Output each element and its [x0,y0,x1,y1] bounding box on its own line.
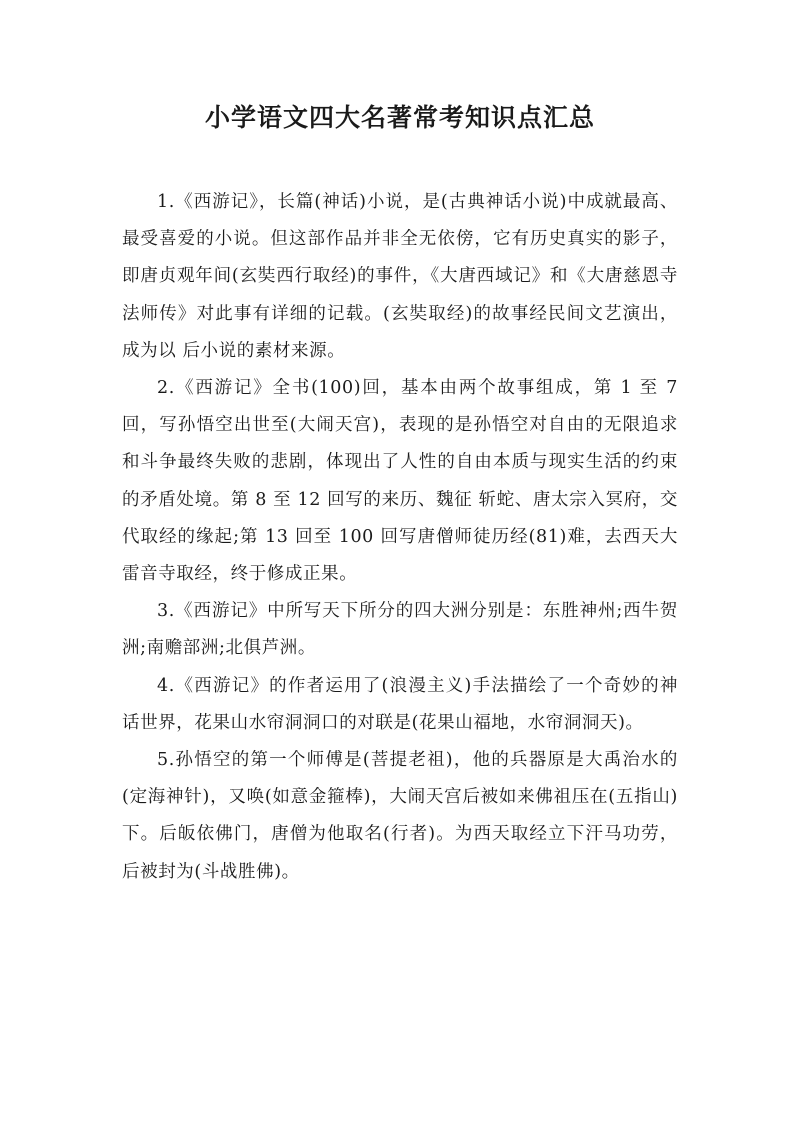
paragraph-4: 4.《西游记》的作者运用了(浪漫主义)手法描绘了一个奇妙的神话世界，花果山水帘洞洞口的对联是(花果山福地，水帘洞洞天)。 [122,675,678,733]
paragraph-2: 2.《西游记》全书(100)回，基本由两个故事组成，第 1 至 7 回，写孙悟空出世至(大闹天宫)，表现的是孙悟空对自由的无限追求和斗争最终失败的悲剧，体现出了人性的自由本质与现实生活的约束的矛盾处境。第 8 至 12 回写的来历、魏征 斩蛇、唐太宗入冥府，交代取经的缘起;第 13 回至 100 回写唐僧师徒历经(81)难，去西天大雷音寺取经，终于修成正果。 [122,378,678,585]
page-title: 小学语文四大名著常考知识点汇总 [204,103,595,132]
paragraph-3: 3.《西游记》中所写天下所分的四大洲分别是：东胜神州;西牛贺洲;南赡部洲;北俱芦洲。 [122,601,678,659]
document-body [122,184,678,891]
paragraph-5: 5.孙悟空的第一个师傅是(菩提老祖)，他的兵器原是大禹治水的(定海神针)，又唤(如意金箍棒)，大闹天宫后被如来佛祖压在(五指山)下。后皈依佛门，唐僧为他取名(行者)。为西天取经立下汗马功劳，后被封为(斗战胜佛)。 [122,750,678,882]
paragraph-1: 1.《西游记》，长篇(神话)小说，是(古典神话小说)中成就最高、最受喜爱的小说。但这部作品并非全无依傍，它有历史真实的影子，即唐贞观年间(玄奘西行取经)的事件，《大唐西域记》和《大唐慈恩寺法师传》对此事有详细的记载。(玄奘取经)的故事经民间文艺演出，成为以 后小说的素材来源。 [122,192,678,361]
